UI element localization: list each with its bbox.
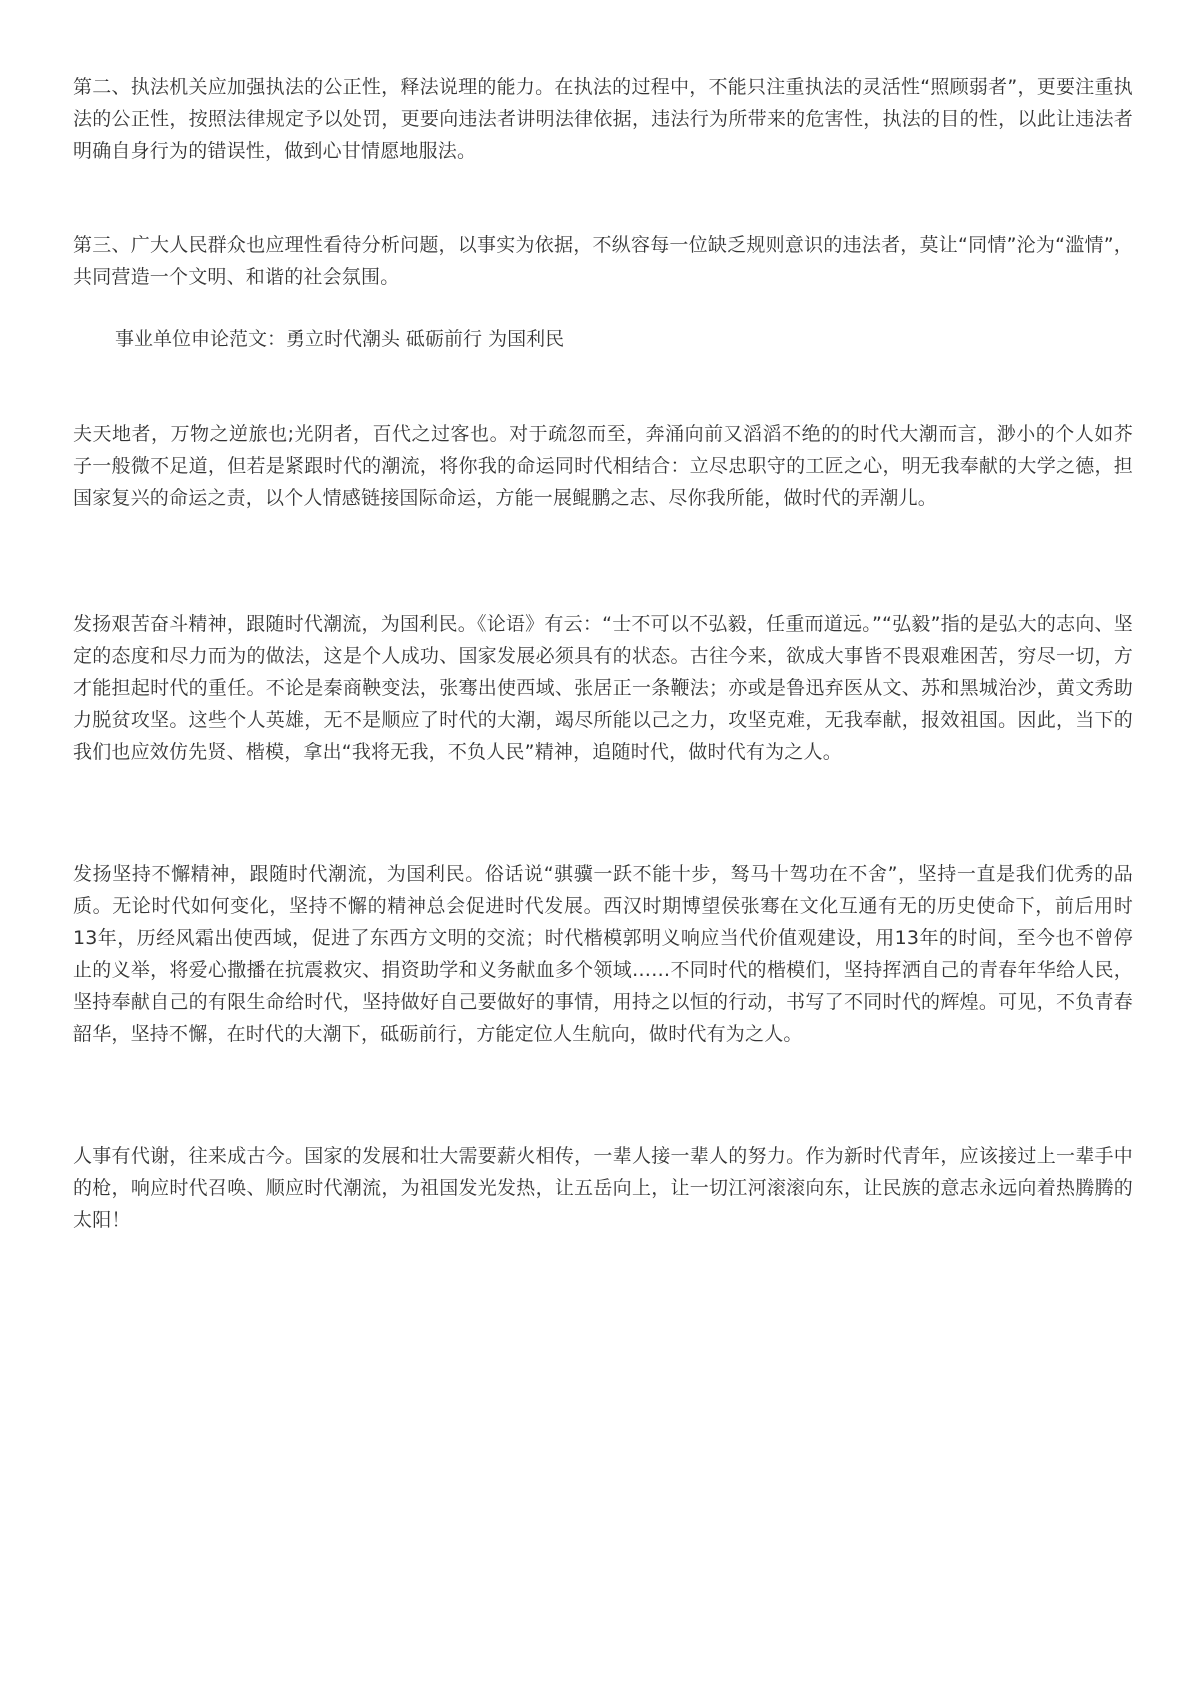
paragraph-intro: 夫天地者，万物之逆旅也;光阴者，百代之过客也。对于疏忽而至，奔涌向前又滔滔不绝的的时代大潮而言，渺小的个人如芥子一般微不足道，但若是紧跟时代的潮流，将你我的命运同时代相结合：立尽忠职守的工匠之心，明无我奉献的大学之德，担国家复兴的命运之责，以个人情感链接国际命运，方能一展鲲鹏之志、尽你我所能，做时代的弄潮儿。 [73,423,1133,509]
paragraph-hard-work-spirit: 发扬艰苦奋斗精神，跟随时代潮流，为国利民。《论语》有云：“士不可以不弘毅，任重而道远。”“弘毅”指的是弘大的志向、坚定的态度和尽力而为的做法，这是个人成功、国家发展必须具有的状态。古往今来，欲成大事皆不畏艰难困苦，穷尽一切，方才能担起时代的重任。不论是秦商鞅变法，张骞出使西域、张居正一条鞭法；亦或是鲁迅弃医从文、苏和黑城治沙，黄文秀助力脱贫攻坚。这些个人英雄，无不是顺应了时代的大潮，竭尽所能以己之力，攻坚克难，无我奉献，报效祖国。因此，当下的我们也应效仿先贤、楷模，拿出“我将无我，不负人民”精神，追随时代，做时代有为之人。 [73,613,1133,763]
paragraph-perseverance-spirit: 发扬坚持不懈精神，跟随时代潮流，为国利民。俗话说“骐骥一跃不能十步，驽马十驾功在不舍”，坚持一直是我们优秀的品质。无论时代如何变化，坚持不懈的精神总会促进时代发展。西汉时期博望侯张骞在文化互通有无的历史使命下，前后用时13年，历经风霜出使西域，促进了东西方文明的交流；时代楷模郭明义响应当代价值观建设，用13年的时间，至今也不曾停止的义举，将爱心撒播在抗震救灾、捐资助学和义务献血多个领域……不同时代的楷模们，坚持挥洒自己的青春年华给人民，坚持奉献自己的有限生命给时代，坚持做好自己要做好的事情，用持之以恒的行动，书写了不同时代的辉煌。可见，不负青春韶华，坚持不懈，在时代的大潮下，砥砺前行，方能定位人生航向，做时代有为之人。 [73,863,1133,1045]
paragraph-public-rationality: 第三、广大人民群众也应理性看待分析问题，以事实为依据，不纵容每一位缺乏规则意识的违法者，莫让“同情”沦为“滥情”，共同营造一个文明、和谐的社会氛围。 [73,234,1133,288]
essay-title: 事业单位申论范文：勇立时代潮头 砥砺前行 为国利民 [115,328,565,350]
paragraph-enforcement-fairness: 第二、执法机关应加强执法的公正性，释法说理的能力。在执法的过程中，不能只注重执法的灵活性“照顾弱者”，更要注重执法的公正性，按照法律规定予以处罚，更要向违法者讲明法律依据，违法行为所带来的危害性，执法的目的性，以此让违法者明确自身行为的错误性，做到心甘情愿地服法。 [73,76,1133,162]
paragraph-conclusion: 人事有代谢，往来成古今。国家的发展和壮大需要薪火相传，一辈人接一辈人的努力。作为新时代青年，应该接过上一辈手中的枪，响应时代召唤、顺应时代潮流，为祖国发光发热，让五岳向上，让一切江河滚滚向东，让民族的意志永远向着热腾腾的太阳！ [73,1145,1133,1231]
